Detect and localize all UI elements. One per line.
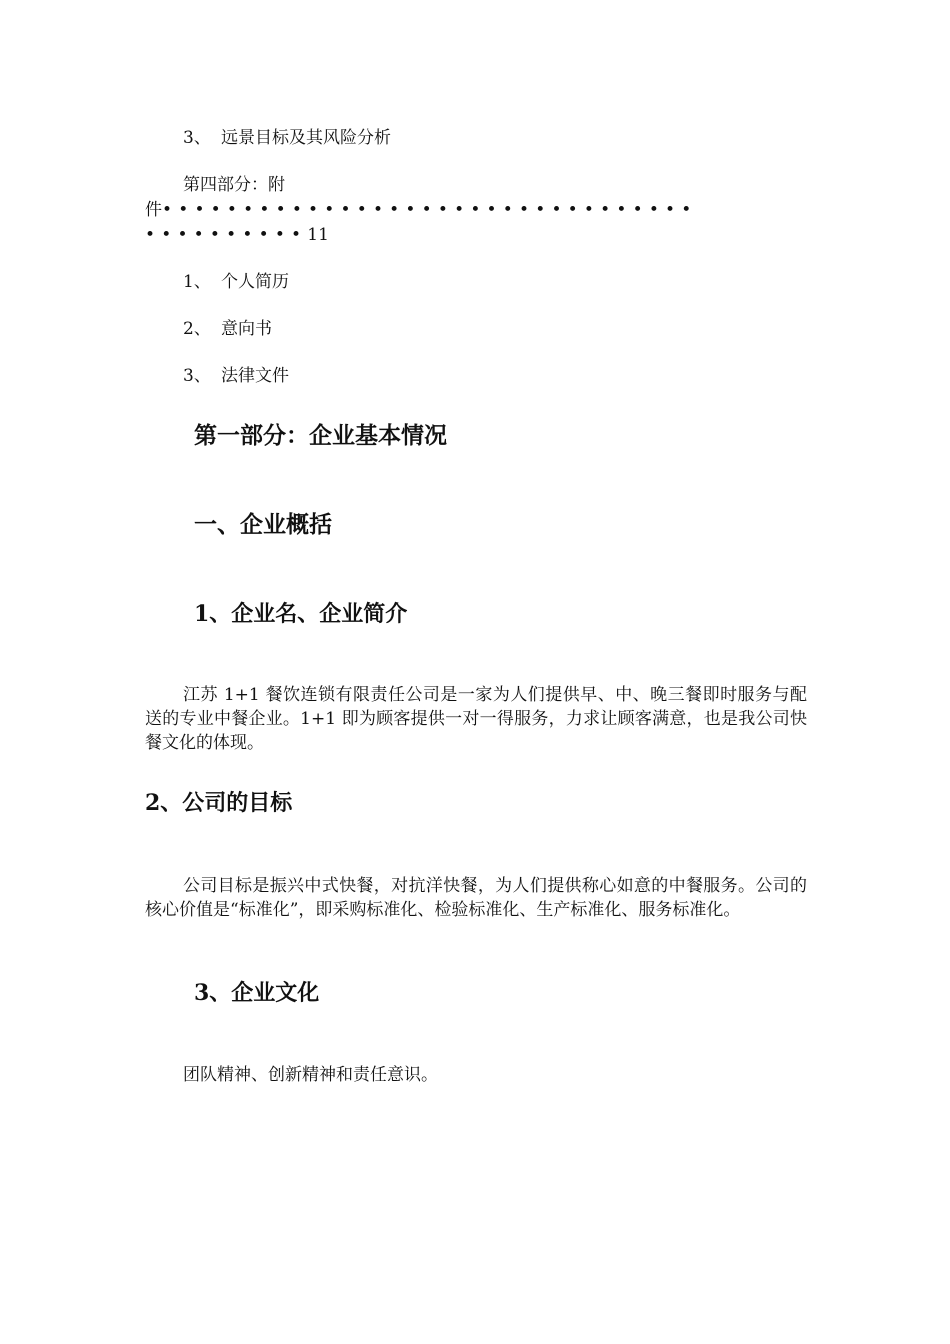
toc-leader-dots: •••••••••• [145, 225, 308, 245]
toc-leader-dots: ••••••••••••••••••••••••••••••••• [162, 200, 698, 220]
subsection2-paragraph: 公司目标是振兴中式快餐，对抗洋快餐，为人们提供称心如意的中餐服务。公司的核心价值是“标准化”，即采购标准化、检验标准化、生产标准化、服务标准化。 [145, 876, 807, 920]
subsection1-title: 1、企业名、企业简介 [194, 601, 408, 627]
part1-title: 第一部分：企业基本情况 [194, 422, 447, 449]
toc-part4-leader-line2 [145, 223, 329, 247]
toc-part4-page: 11 [307, 225, 329, 245]
toc-item-number: 3、 [183, 366, 211, 386]
section1-title: 一、企业概括 [194, 511, 332, 538]
subsection3-paragraph: 团队精神、创新精神和责任意识。 [183, 1065, 438, 1085]
toc-item-label: 个人简历 [221, 272, 289, 292]
toc-item-number: 2、 [183, 319, 211, 339]
toc-part4-leader-line1 [145, 198, 698, 222]
toc-item-number: 3、 [183, 128, 211, 148]
subsection3-title: 3、企业文化 [194, 980, 320, 1006]
toc-part4-tail: 件 [145, 200, 162, 220]
toc-part4-heading: 第四部分：附 [183, 175, 285, 195]
toc-item-label: 法律文件 [221, 366, 289, 386]
toc-item-label: 远景目标及其风险分析 [221, 128, 391, 148]
toc-item-vision [183, 126, 391, 150]
toc-attachment-legal [183, 364, 289, 388]
toc-item-number: 1、 [183, 272, 211, 292]
toc-attachment-resume [183, 270, 289, 294]
subsection1-paragraph: 江苏 1+1 餐饮连锁有限责任公司是一家为人们提供早、中、晚三餐即时服务与配送的专业中餐企业。1+1 即为顾客提供一对一得服务，力求让顾客满意，也是我公司快餐文化的体现。 [145, 685, 807, 753]
toc-attachment-intent [183, 317, 272, 341]
subsection2-title: 2、公司的目标 [145, 790, 293, 816]
toc-item-label: 意向书 [221, 319, 272, 339]
